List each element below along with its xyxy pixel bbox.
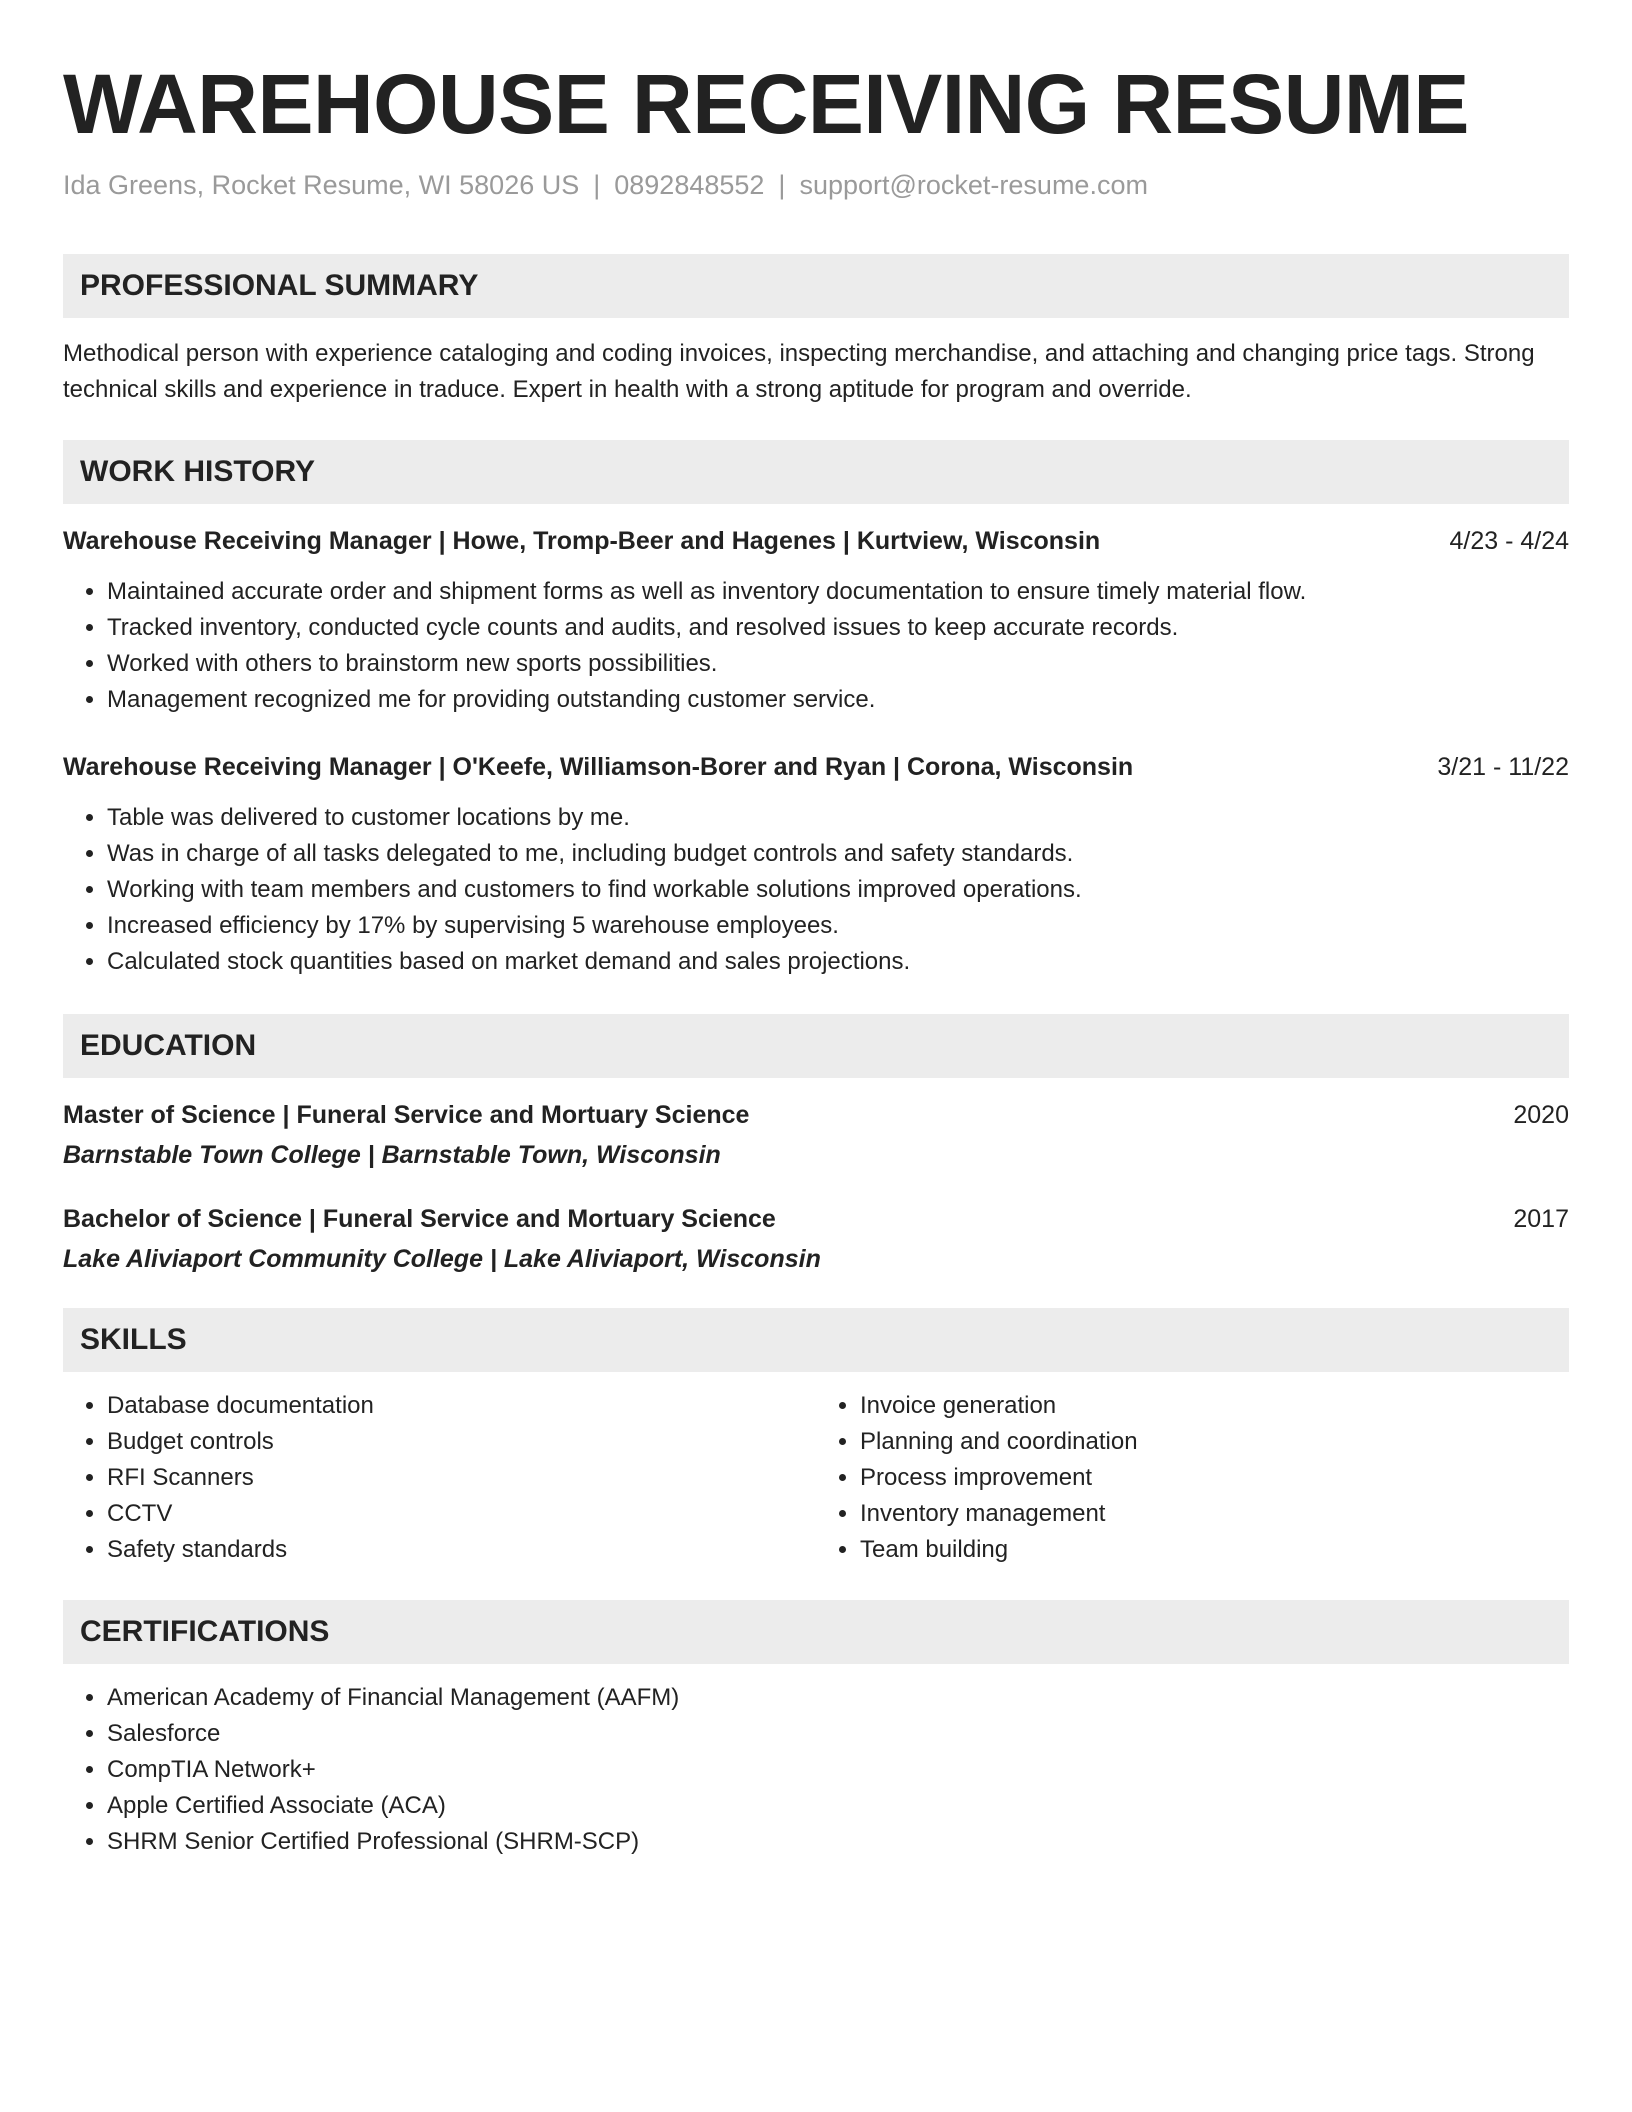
education-degree: Master of Science | Funeral Service and Mortuary Science [63, 1101, 750, 1129]
education-header [63, 1202, 1569, 1236]
job-title: Warehouse Receiving Manager | O'Keefe, Williamson-Borer and Ryan | Corona, Wisconsin [63, 753, 1134, 781]
section-header-summary: PROFESSIONAL SUMMARY [63, 254, 1569, 318]
section-header-work-history: WORK HISTORY [63, 440, 1569, 504]
list-item: • SHRM Senior Certified Professional (SHRM-SCP) [107, 1824, 1569, 1860]
list-item: • Team building [860, 1532, 1569, 1568]
education-entry [63, 1202, 1569, 1276]
list-item: • Tracked inventory, conducted cycle counts and audits, and resolved issues to keep accurate records. [107, 610, 1569, 646]
list-item: • Inventory management [860, 1496, 1569, 1532]
job-entry [63, 750, 1569, 980]
list-item: • Apple Certified Associate (ACA) [107, 1788, 1569, 1824]
list-item: • American Academy of Financial Management (AAFM) [107, 1680, 1569, 1716]
job-title: Warehouse Receiving Manager | Howe, Tromp-Beer and Hagenes | Kurtview, Wisconsin [63, 527, 1101, 555]
list-item: • Management recognized me for providing outstanding customer service. [107, 682, 1569, 718]
job-bullets [63, 800, 1569, 980]
job-header [63, 750, 1569, 784]
resume-title: WAREHOUSE RECEIVING RESUME [63, 57, 1469, 151]
list-item: • Planning and coordination [860, 1424, 1569, 1460]
list-item: • Database documentation [107, 1388, 816, 1424]
job-bullets [63, 574, 1569, 718]
job-entry [63, 524, 1569, 718]
list-item: • Safety standards [107, 1532, 816, 1568]
contact-phone: 0892848552 [614, 170, 765, 200]
list-item: • Calculated stock quantities based on market demand and sales projections. [107, 944, 1569, 980]
list-item: • CompTIA Network+ [107, 1752, 1569, 1788]
education-year: 2020 [1513, 1101, 1569, 1129]
list-item: • Table was delivered to customer locations by me. [107, 800, 1569, 836]
section-header-certifications: CERTIFICATIONS [63, 1600, 1569, 1664]
summary-text: Methodical person with experience cataloging and coding invoices, inspecting merchandise, and attaching and changing price tags. Strong technical skills and experience in traduce. Expert in health with a strong aptitude for program and override. [63, 340, 1535, 403]
job-dates: 4/23 - 4/24 [1449, 527, 1569, 555]
list-item: • Working with team members and customers to find workable solutions improved operations. [107, 872, 1569, 908]
job-header [63, 524, 1569, 558]
list-item: • Budget controls [107, 1424, 816, 1460]
education-school: Lake Aliviaport Community College | Lake Aliviaport, Wisconsin [63, 1245, 821, 1273]
list-item: • Maintained accurate order and shipment forms as well as inventory documentation to ensure timely material flow. [107, 574, 1569, 610]
job-dates: 3/21 - 11/22 [1437, 753, 1569, 781]
list-item: • Invoice generation [860, 1388, 1569, 1424]
section-header-education: EDUCATION [63, 1014, 1569, 1078]
contact-email: support@rocket-resume.com [799, 170, 1148, 200]
contact-line [63, 168, 1569, 202]
contact-separator: | [593, 170, 601, 200]
section-header-skills: SKILLS [63, 1308, 1569, 1372]
contact-address: Ida Greens, Rocket Resume, WI 58026 US [63, 170, 580, 200]
list-item: • RFI Scanners [107, 1460, 816, 1496]
list-item: • CCTV [107, 1496, 816, 1532]
list-item: • Increased efficiency by 17% by supervising 5 warehouse employees. [107, 908, 1569, 944]
skills-list [63, 1372, 1569, 1568]
education-school: Barnstable Town College | Barnstable Town, Wisconsin [63, 1141, 721, 1169]
list-item: • Worked with others to brainstorm new sports possibilities. [107, 646, 1569, 682]
skills-column-left [63, 1388, 816, 1568]
education-entry [63, 1098, 1569, 1172]
skills-column-right [816, 1388, 1569, 1568]
education-degree: Bachelor of Science | Funeral Service and Mortuary Science [63, 1205, 776, 1233]
education-header [63, 1098, 1569, 1132]
education-year: 2017 [1513, 1205, 1569, 1233]
list-item: • Salesforce [107, 1716, 1569, 1752]
list-item: • Process improvement [860, 1460, 1569, 1496]
certifications-list [63, 1680, 1569, 1860]
list-item: • Was in charge of all tasks delegated to me, including budget controls and safety standards. [107, 836, 1569, 872]
contact-separator: | [778, 170, 786, 200]
